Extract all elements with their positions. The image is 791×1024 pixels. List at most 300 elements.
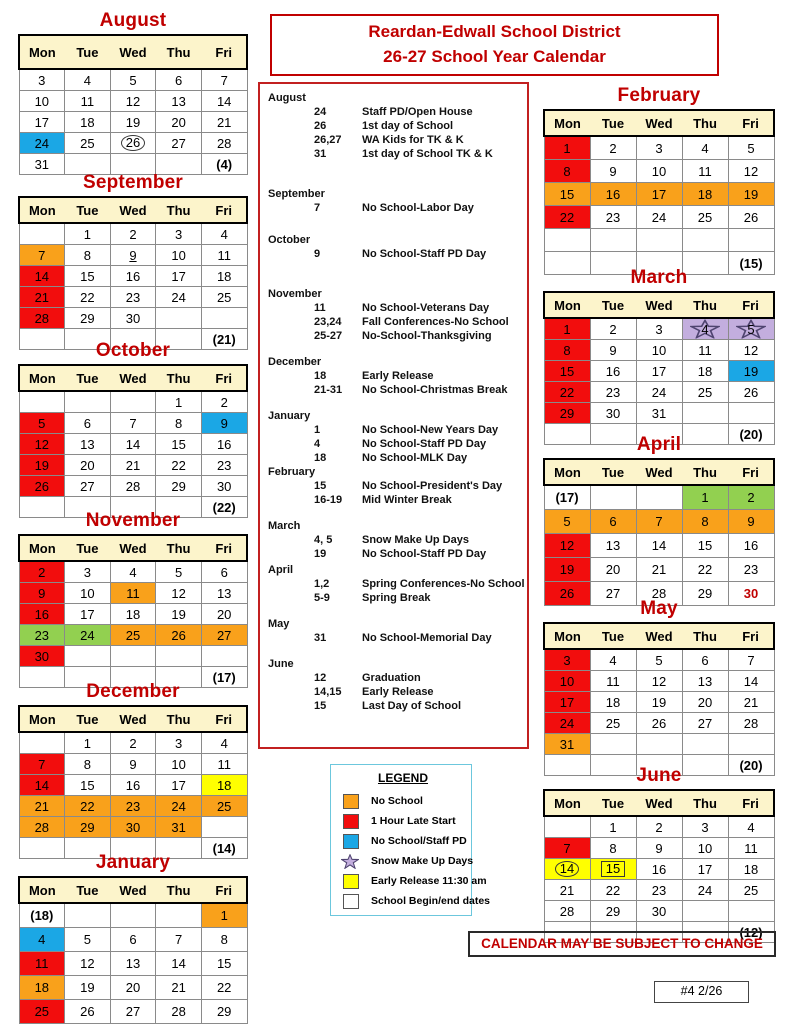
day-cell <box>110 646 156 667</box>
day-cell: 5 <box>544 510 590 534</box>
day-cell: 1 <box>201 903 247 928</box>
day-cell: 13 <box>65 434 111 455</box>
day-cell: 11 <box>110 583 156 604</box>
month-grid <box>543 622 775 776</box>
day-cell <box>682 901 728 922</box>
day-cell: 28 <box>19 817 65 838</box>
day-cell: 19 <box>636 692 682 713</box>
legend-item <box>339 811 467 831</box>
day-cell: 26 <box>728 206 774 229</box>
day-cell <box>156 903 202 928</box>
day-cell: 2 <box>590 136 636 160</box>
event-desc: No School-Memorial Day <box>362 632 492 644</box>
month-name: May <box>640 598 678 619</box>
day-cell: 22 <box>65 287 111 308</box>
day-cell: 7 <box>19 754 65 775</box>
day-cell: 10 <box>156 245 202 266</box>
weekday-header: Wed <box>110 35 156 69</box>
event-desc: No School-Staff PD Day <box>362 438 487 450</box>
event-date: 21-31 <box>314 384 343 396</box>
day-cell <box>728 734 774 755</box>
month-grid <box>543 291 775 445</box>
district-title-box <box>270 14 719 76</box>
day-cell: (17) <box>201 667 247 688</box>
day-cell: 20 <box>201 604 247 625</box>
weekday-header: Thu <box>156 877 202 903</box>
district-title-line1: Reardan-Edwall School District <box>368 22 621 42</box>
day-cell: 28 <box>156 1000 202 1024</box>
day-cell: 21 <box>19 796 65 817</box>
day-cell: 19 <box>110 112 156 133</box>
event-item <box>268 133 523 147</box>
weekday-header: Wed <box>110 197 156 223</box>
legend-swatch-red <box>343 814 359 829</box>
day-cell: 25 <box>19 1000 65 1024</box>
day-cell: 10 <box>636 160 682 183</box>
day-cell: 10 <box>19 91 65 112</box>
day-cell: 11 <box>682 340 728 361</box>
day-cell: 31 <box>544 734 590 755</box>
weekday-header: Fri <box>201 197 247 223</box>
event-date: 15 <box>314 480 327 492</box>
day-cell: 18 <box>19 976 65 1000</box>
day-cell: 21 <box>636 558 682 582</box>
weekday-header: Fri <box>201 706 247 732</box>
month-grid <box>18 34 248 175</box>
day-cell: 3 <box>19 69 65 91</box>
event-item <box>268 451 523 465</box>
day-cell: 23 <box>201 455 247 476</box>
weekday-header: Mon <box>544 790 590 816</box>
day-cell: 22 <box>682 558 728 582</box>
district-title-line2: 26-27 School Year Calendar <box>383 47 606 66</box>
day-cell <box>201 308 247 329</box>
day-cell: 12 <box>110 91 156 112</box>
day-cell: 17 <box>156 266 202 287</box>
event-item <box>268 685 523 699</box>
legend-item <box>339 831 467 851</box>
event-desc: 1st day of School TK & K <box>362 148 493 160</box>
day-cell: 19 <box>65 976 111 1000</box>
day-cell: 20 <box>65 455 111 476</box>
day-cell: 24 <box>156 796 202 817</box>
weekday-header: Wed <box>110 706 156 732</box>
day-cell <box>110 903 156 928</box>
day-cell: 22 <box>544 206 590 229</box>
events-panel <box>258 82 529 749</box>
event-desc: No School-Staff PD Day <box>362 248 487 260</box>
weekday-header: Mon <box>544 623 590 649</box>
day-cell: 15 <box>65 266 111 287</box>
day-cell: 24 <box>156 287 202 308</box>
legend-label: 1 Hour Late Start <box>371 815 456 827</box>
legend-swatch-orange <box>343 794 359 809</box>
day-cell: 16 <box>590 361 636 382</box>
weekday-header: Mon <box>19 535 65 561</box>
day-cell <box>728 901 774 922</box>
event-item <box>268 493 523 507</box>
day-cell: 24 <box>682 880 728 901</box>
day-cell: 12 <box>65 952 111 976</box>
day-cell: 29 <box>156 476 202 497</box>
day-cell <box>728 229 774 252</box>
event-desc: No School-New Years Day <box>362 424 499 436</box>
event-item <box>268 479 523 493</box>
event-desc: No School-Christmas Break <box>362 384 508 396</box>
weekday-header: Mon <box>19 706 65 732</box>
event-item <box>268 201 523 215</box>
calendar-april <box>543 434 775 606</box>
day-cell: 23 <box>19 625 65 646</box>
weekday-header: Mon <box>19 365 65 391</box>
month-name: February <box>617 85 701 106</box>
day-cell: 2 <box>110 223 156 245</box>
day-cell: 2 <box>110 732 156 754</box>
day-cell: 7 <box>636 510 682 534</box>
day-cell: 16 <box>110 775 156 796</box>
event-item <box>268 119 523 133</box>
event-date: 15 <box>314 700 327 712</box>
day-cell <box>636 734 682 755</box>
day-cell: 7 <box>544 838 590 859</box>
day-cell <box>544 229 590 252</box>
day-cell: 22 <box>65 796 111 817</box>
weekday-header: Fri <box>728 623 774 649</box>
change-notice: CALENDAR MAY BE SUBJECT TO CHANGE <box>468 931 776 957</box>
weekday-header: Thu <box>156 535 202 561</box>
day-cell <box>201 817 247 838</box>
day-cell: 5 <box>636 649 682 671</box>
day-cell: 23 <box>728 558 774 582</box>
day-cell: 9 <box>110 754 156 775</box>
weekday-header: Mon <box>19 35 65 69</box>
day-cell: 8 <box>590 838 636 859</box>
day-cell: 17 <box>636 361 682 382</box>
event-item <box>268 369 523 383</box>
day-cell: 1 <box>544 318 590 340</box>
day-cell: 5 <box>19 413 65 434</box>
event-date: 1 <box>314 424 321 436</box>
day-cell: 9 <box>728 510 774 534</box>
event-month-label: February <box>268 466 316 478</box>
day-cell: 27 <box>65 476 111 497</box>
day-cell: 29 <box>201 1000 247 1024</box>
event-item <box>268 301 523 315</box>
day-cell: 13 <box>682 671 728 692</box>
day-cell: 1 <box>544 136 590 160</box>
weekday-header: Tue <box>590 110 636 136</box>
day-cell: (22) <box>201 497 247 518</box>
event-date: 4, 5 <box>314 534 333 546</box>
day-cell: 20 <box>110 976 156 1000</box>
day-cell <box>590 734 636 755</box>
day-cell: 14 <box>19 266 65 287</box>
day-cell <box>590 485 636 510</box>
weekday-header: Mon <box>544 110 590 136</box>
day-cell: 17 <box>19 112 65 133</box>
weekday-header: Wed <box>110 877 156 903</box>
day-cell: 22 <box>156 455 202 476</box>
legend-item <box>339 891 491 911</box>
day-cell: 25 <box>65 133 111 154</box>
day-cell: 26 <box>19 476 65 497</box>
day-cell: 17 <box>65 604 111 625</box>
event-date: 4 <box>314 438 321 450</box>
weekday-header: Tue <box>590 292 636 318</box>
day-cell <box>65 903 111 928</box>
day-cell <box>65 391 111 413</box>
day-cell: 30 <box>590 403 636 424</box>
day-cell: 10 <box>682 838 728 859</box>
day-cell: 7 <box>156 928 202 952</box>
weekday-header: Tue <box>65 706 111 732</box>
day-cell: 4 <box>682 318 728 340</box>
day-cell: 12 <box>544 534 590 558</box>
day-cell: 20 <box>590 558 636 582</box>
calendar-june <box>543 765 775 943</box>
weekday-header: Wed <box>636 292 682 318</box>
day-cell <box>110 391 156 413</box>
day-cell: 10 <box>544 671 590 692</box>
version-tag: #4 2/26 <box>654 981 749 1003</box>
day-cell: 29 <box>544 403 590 424</box>
day-cell: 11 <box>201 245 247 266</box>
day-cell: 19 <box>728 361 774 382</box>
event-month-label: August <box>268 92 306 104</box>
day-cell: 14 <box>156 952 202 976</box>
legend-label: No School <box>371 795 423 807</box>
event-month-label: September <box>268 188 325 200</box>
event-desc: No School-Labor Day <box>362 202 474 214</box>
day-cell: 24 <box>636 206 682 229</box>
weekday-header: Wed <box>636 623 682 649</box>
day-cell: 1 <box>682 485 728 510</box>
day-cell: 8 <box>65 245 111 266</box>
event-item <box>268 699 523 713</box>
weekday-header: Thu <box>156 706 202 732</box>
day-cell <box>19 391 65 413</box>
weekday-header: Tue <box>65 877 111 903</box>
event-item <box>268 437 523 451</box>
day-cell: 25 <box>728 880 774 901</box>
day-cell <box>590 229 636 252</box>
day-cell: 26 <box>544 582 590 606</box>
day-cell: 30 <box>201 476 247 497</box>
day-cell: 29 <box>65 308 111 329</box>
month-grid <box>18 196 248 350</box>
weekday-header: Thu <box>682 623 728 649</box>
day-cell: 21 <box>728 692 774 713</box>
month-name: January <box>95 852 171 873</box>
month-grid <box>18 534 248 688</box>
event-month-label: April <box>268 564 294 576</box>
event-date: 19 <box>314 548 327 560</box>
day-cell: 1 <box>590 816 636 838</box>
day-cell: 31 <box>636 403 682 424</box>
calendar-february <box>543 85 775 275</box>
day-cell: 6 <box>201 561 247 583</box>
day-cell: 25 <box>590 713 636 734</box>
day-cell: 21 <box>19 287 65 308</box>
month-grid <box>18 705 248 859</box>
day-cell: 31 <box>19 154 65 175</box>
day-cell: 22 <box>544 382 590 403</box>
day-cell: 23 <box>636 880 682 901</box>
event-date: 12 <box>314 672 327 684</box>
event-item <box>268 631 523 645</box>
day-cell: 11 <box>682 160 728 183</box>
event-item <box>268 247 523 261</box>
weekday-header: Thu <box>682 459 728 485</box>
day-cell: 12 <box>728 340 774 361</box>
day-cell: 12 <box>19 434 65 455</box>
day-cell: 10 <box>636 340 682 361</box>
day-cell: 26 <box>728 382 774 403</box>
day-cell: 3 <box>65 561 111 583</box>
day-cell: 15 <box>682 534 728 558</box>
calendar-september <box>18 172 248 350</box>
day-cell: 5 <box>156 561 202 583</box>
event-date: 16-19 <box>314 494 343 506</box>
month-grid <box>18 876 248 1024</box>
day-cell: 1 <box>65 223 111 245</box>
day-cell: 8 <box>201 928 247 952</box>
event-item <box>268 547 523 561</box>
day-cell: 28 <box>636 582 682 606</box>
event-desc: No-School-Thanksgiving <box>362 330 492 342</box>
event-date: 11 <box>314 302 326 314</box>
day-cell: 20 <box>156 112 202 133</box>
day-cell: 13 <box>201 583 247 604</box>
day-cell: 16 <box>201 434 247 455</box>
day-cell: 25 <box>110 625 156 646</box>
event-date: 24 <box>314 106 327 118</box>
day-cell: 24 <box>544 713 590 734</box>
legend-swatch-blue <box>343 834 359 849</box>
calendar-march <box>543 267 775 445</box>
day-cell: 3 <box>156 223 202 245</box>
event-item <box>268 577 523 591</box>
day-cell: 30 <box>636 901 682 922</box>
legend-item <box>339 871 487 891</box>
day-cell: 15 <box>590 859 636 880</box>
day-cell: (17) <box>544 485 590 510</box>
day-cell: 21 <box>110 455 156 476</box>
weekday-header: Mon <box>544 292 590 318</box>
day-cell: 27 <box>682 713 728 734</box>
day-cell: 28 <box>110 476 156 497</box>
event-item <box>268 329 523 343</box>
day-cell: 4 <box>590 649 636 671</box>
calendar-august <box>18 10 248 175</box>
day-cell: 29 <box>590 901 636 922</box>
day-cell: (20) <box>728 755 774 776</box>
event-date: 5-9 <box>314 592 330 604</box>
snow-star-icon <box>341 854 359 869</box>
day-cell <box>544 816 590 838</box>
day-cell <box>19 732 65 754</box>
event-desc: Early Release <box>362 686 434 698</box>
day-cell: 4 <box>201 732 247 754</box>
weekday-header: Fri <box>728 459 774 485</box>
weekday-header: Thu <box>682 110 728 136</box>
day-cell: 8 <box>682 510 728 534</box>
day-cell: 31 <box>156 817 202 838</box>
day-cell: 25 <box>201 287 247 308</box>
event-month-label: March <box>268 520 301 532</box>
month-name: December <box>86 681 180 702</box>
legend-title: LEGEND <box>377 771 428 785</box>
day-cell: 23 <box>110 287 156 308</box>
legend-label: Snow Make Up Days <box>371 855 474 867</box>
weekday-header: Wed <box>110 365 156 391</box>
day-cell: 4 <box>728 816 774 838</box>
legend-items <box>339 791 491 911</box>
day-cell: 11 <box>728 838 774 859</box>
day-cell: (21) <box>201 329 247 350</box>
day-cell: 18 <box>201 266 247 287</box>
day-cell: 4 <box>110 561 156 583</box>
event-month-label: June <box>268 658 294 670</box>
event-desc: Staff PD/Open House <box>362 106 473 118</box>
day-cell: 5 <box>728 318 774 340</box>
day-cell: 30 <box>728 582 774 606</box>
weekday-header: Wed <box>110 535 156 561</box>
day-cell <box>682 229 728 252</box>
day-cell: 11 <box>201 754 247 775</box>
event-desc: No School-Veterans Day <box>362 302 490 314</box>
day-cell: 14 <box>728 671 774 692</box>
weekday-header: Tue <box>590 623 636 649</box>
weekday-header: Tue <box>65 35 111 69</box>
day-cell: 15 <box>156 434 202 455</box>
day-cell: 10 <box>156 754 202 775</box>
day-cell: 25 <box>682 382 728 403</box>
event-date: 14,15 <box>314 686 342 698</box>
day-cell: 26 <box>65 1000 111 1024</box>
day-cell: 2 <box>201 391 247 413</box>
event-date: 9 <box>314 248 321 260</box>
calendar-october <box>18 340 248 518</box>
day-cell: 15 <box>65 775 111 796</box>
event-desc: Mid Winter Break <box>362 494 452 506</box>
day-cell: 23 <box>590 382 636 403</box>
day-cell: 16 <box>728 534 774 558</box>
weekday-header: Wed <box>636 790 682 816</box>
day-cell: 11 <box>19 952 65 976</box>
day-cell: 19 <box>19 455 65 476</box>
day-cell: 1 <box>65 732 111 754</box>
weekday-header: Fri <box>728 110 774 136</box>
weekday-header: Thu <box>156 197 202 223</box>
day-cell <box>156 308 202 329</box>
event-desc: Spring Break <box>362 592 431 604</box>
day-cell: 18 <box>201 775 247 796</box>
day-cell: 18 <box>682 361 728 382</box>
event-desc: No School-Staff PD Day <box>362 548 487 560</box>
day-cell: (12) <box>728 922 774 943</box>
day-cell: 16 <box>636 859 682 880</box>
day-cell: 26 <box>110 133 156 154</box>
month-name: April <box>636 434 682 455</box>
day-cell: 9 <box>590 160 636 183</box>
day-cell: 29 <box>65 817 111 838</box>
day-cell: 24 <box>65 625 111 646</box>
weekday-header: Wed <box>636 110 682 136</box>
day-cell: (18) <box>19 903 65 928</box>
day-cell: 5 <box>65 928 111 952</box>
calendar-december <box>18 681 248 859</box>
